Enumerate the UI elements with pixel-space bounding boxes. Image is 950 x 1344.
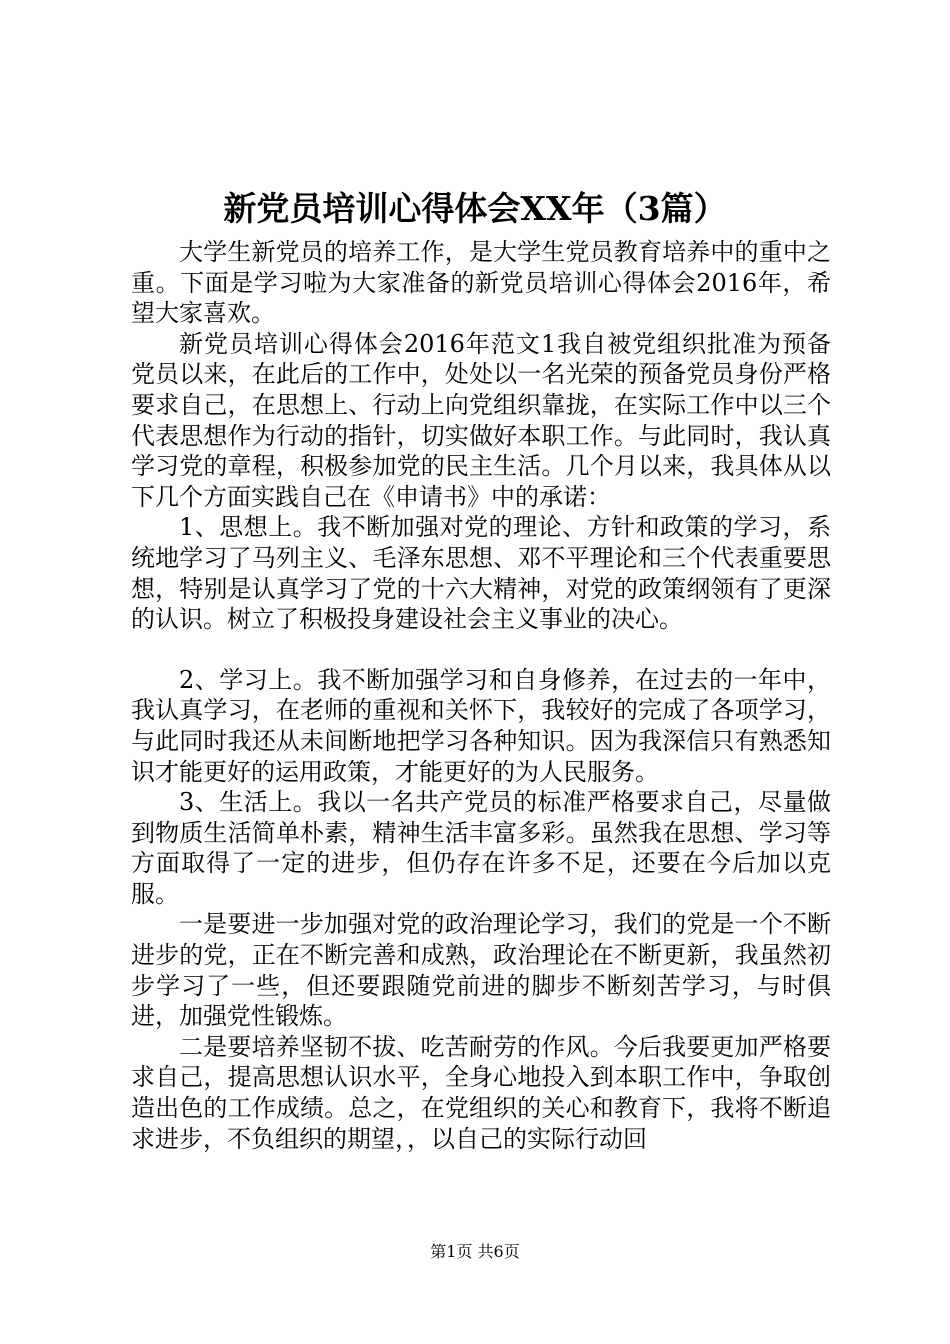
paragraph-life: 3、生活上。我以一名共产党员的标准严格要求自己，尽量做到物质生活简单朴素，精神生活丰富多彩。虽然我在思想、学习等方面取得了一定的进步，但仍存在许多不足，还要在今后加以克服。 bbox=[131, 788, 831, 908]
paragraph-study: 2、学习上。我不断加强学习和自身修养，在过去的一年中，我认真学习，在老师的重视和关怀下，我较好的完成了各项学习，与此同时我还从未间断地把学习各种知识。因为我深信只有熟悉知识才能更好的运用政策，才能更好的为人民服务。 bbox=[131, 665, 831, 786]
paragraph-intro: 大学生新党员的培养工作，是大学生党员教育培养中的重中之重。下面是学习啦为大家准备的新党员培训心得体会2016年，希望大家喜欢。 bbox=[131, 238, 831, 328]
document-body bbox=[131, 237, 831, 1154]
paragraph-second-point: 二是要培养坚韧不拔、吃苦耐劳的作风。今后我要更加严格要求自己，提高思想认识水平，全身心地投入到本职工作中，争取创造出色的工作成绩。总之，在党组织的关心和教育下，我将不断追求进步，不负组织的期望，，以自己的实际行动回 bbox=[131, 1032, 831, 1153]
paragraph-thought: 1、思想上。我不断加强对党的理论、方针和政策的学习，系统地学习了马列主义、毛泽东思想、邓不平理论和三个代表重要思想，特别是认真学习了党的十六大精神，对党的政策纲领有了更深的认识。树立了积极投身建设社会主义事业的决心。 bbox=[131, 513, 831, 634]
paragraph-first-point: 一是要进一步加强对党的政治理论学习，我们的党是一个不断进步的党，正在不断完善和成熟，政治理论在不断更新，我虽然初步学习了一些，但还要跟随党前进的脚步不断刻苦学习，与时俱进，加强党性锻炼。 bbox=[131, 910, 831, 1031]
page-footer: 第1页 共6页 bbox=[430, 1242, 520, 1261]
document-title: 新党员培训心得体会XX年（3篇） bbox=[223, 189, 727, 228]
paragraph-sample-1: 新党员培训心得体会2016年范文1我自被党组织批准为预备党员以来，在此后的工作中，处处以一名光荣的预备党员身份严格要求自己，在思想上、行动上向党组织靠拢，在实际工作中以三个代表思想作为行动的指针，切实做好本职工作。与此同时，我认真学习党的章程，积极参加党的民主生活。几个月以来，我具体从以下几个方面实践自己在《申请书》中的承诺： bbox=[131, 329, 831, 511]
